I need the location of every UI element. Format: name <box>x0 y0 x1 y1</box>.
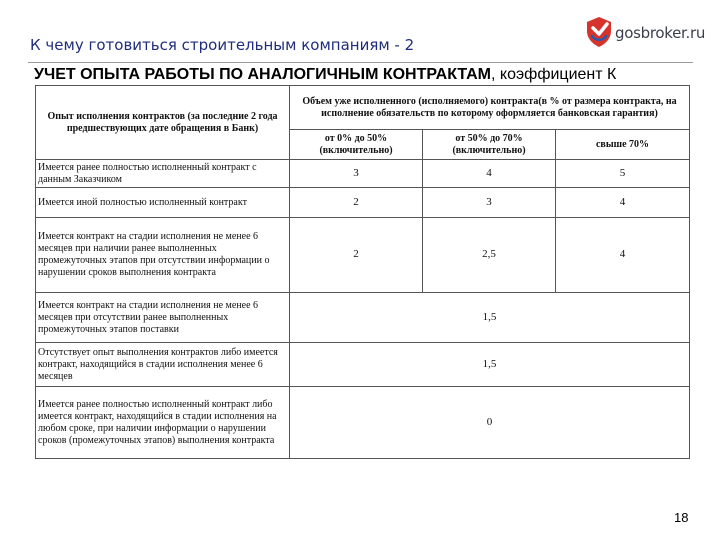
row-label: Отсутствует опыт выполнения контрактов либо имеется контракт, находящийся в стадии исполнения менее 6 месяцев <box>36 343 290 387</box>
column-header: от 50% до 70% (включительно) <box>423 130 556 160</box>
cell-value: 3 <box>290 160 423 188</box>
cell-value: 2,5 <box>423 218 556 293</box>
column-header: от 0% до 50% (включительно) <box>290 130 423 160</box>
row-label: Имеется ранее полностью исполненный контракт с данным Заказчиком <box>36 160 290 188</box>
volume-header: Объем уже исполненного (исполняемого) контракта(в % от размера контракта, на исполнение обязательств по которому оформляется банковская гарантия) <box>290 86 690 130</box>
gosbroker-logo <box>585 16 705 50</box>
main-heading <box>34 66 616 84</box>
experience-table <box>35 85 690 459</box>
row-label: Имеется ранее полностью исполненный контракт либо имеется контракт, находящийся в стадии исполнения на любом сроке, при наличии информации о нарушении сроков (промежуточных этапов) выполнения контракта <box>36 387 290 459</box>
cell-value: 4 <box>556 188 690 218</box>
row-label: Имеется контракт на стадии исполнения не менее 6 месяцев при наличии ранее выполненных промежуточных этапов при отсутствии информации о нарушении сроков выполнения контракта <box>36 218 290 293</box>
main-heading-light: , коэффициент К <box>491 66 617 83</box>
page-number: 18 <box>674 510 689 525</box>
cell-value: 4 <box>556 218 690 293</box>
row-label: Имеется иной полностью исполненный контракт <box>36 188 290 218</box>
column-header: свыше 70% <box>556 130 690 160</box>
cell-value: 2 <box>290 218 423 293</box>
shield-logo-icon <box>585 16 613 48</box>
table-row <box>36 343 690 387</box>
cell-value: 3 <box>423 188 556 218</box>
divider-line <box>28 62 693 63</box>
cell-value: 5 <box>556 160 690 188</box>
table-row <box>36 293 690 343</box>
table-row <box>36 160 690 188</box>
table-row <box>36 387 690 459</box>
corner-header: Опыт исполнения контрактов (за последние 2 года предшествующих дате обращения в Банк) <box>36 86 290 160</box>
logo-text: gosbroker.ru <box>615 24 706 42</box>
main-heading-bold: УЧЕТ ОПЫТА РАБОТЫ ПО АНАЛОГИЧНЫМ КОНТРАКТАМ <box>34 66 492 83</box>
cell-value: 0 <box>290 387 690 459</box>
cell-value: 4 <box>423 160 556 188</box>
table-row <box>36 188 690 218</box>
cell-value: 1,5 <box>290 293 690 343</box>
cell-value: 2 <box>290 188 423 218</box>
table-row <box>36 218 690 293</box>
slide-title: К чему готовиться строительным компаниям - 2 <box>30 36 415 54</box>
cell-value: 1,5 <box>290 343 690 387</box>
row-label: Имеется контракт на стадии исполнения не менее 6 месяцев при отсутствии ранее выполненных промежуточных этапов поставки <box>36 293 290 343</box>
